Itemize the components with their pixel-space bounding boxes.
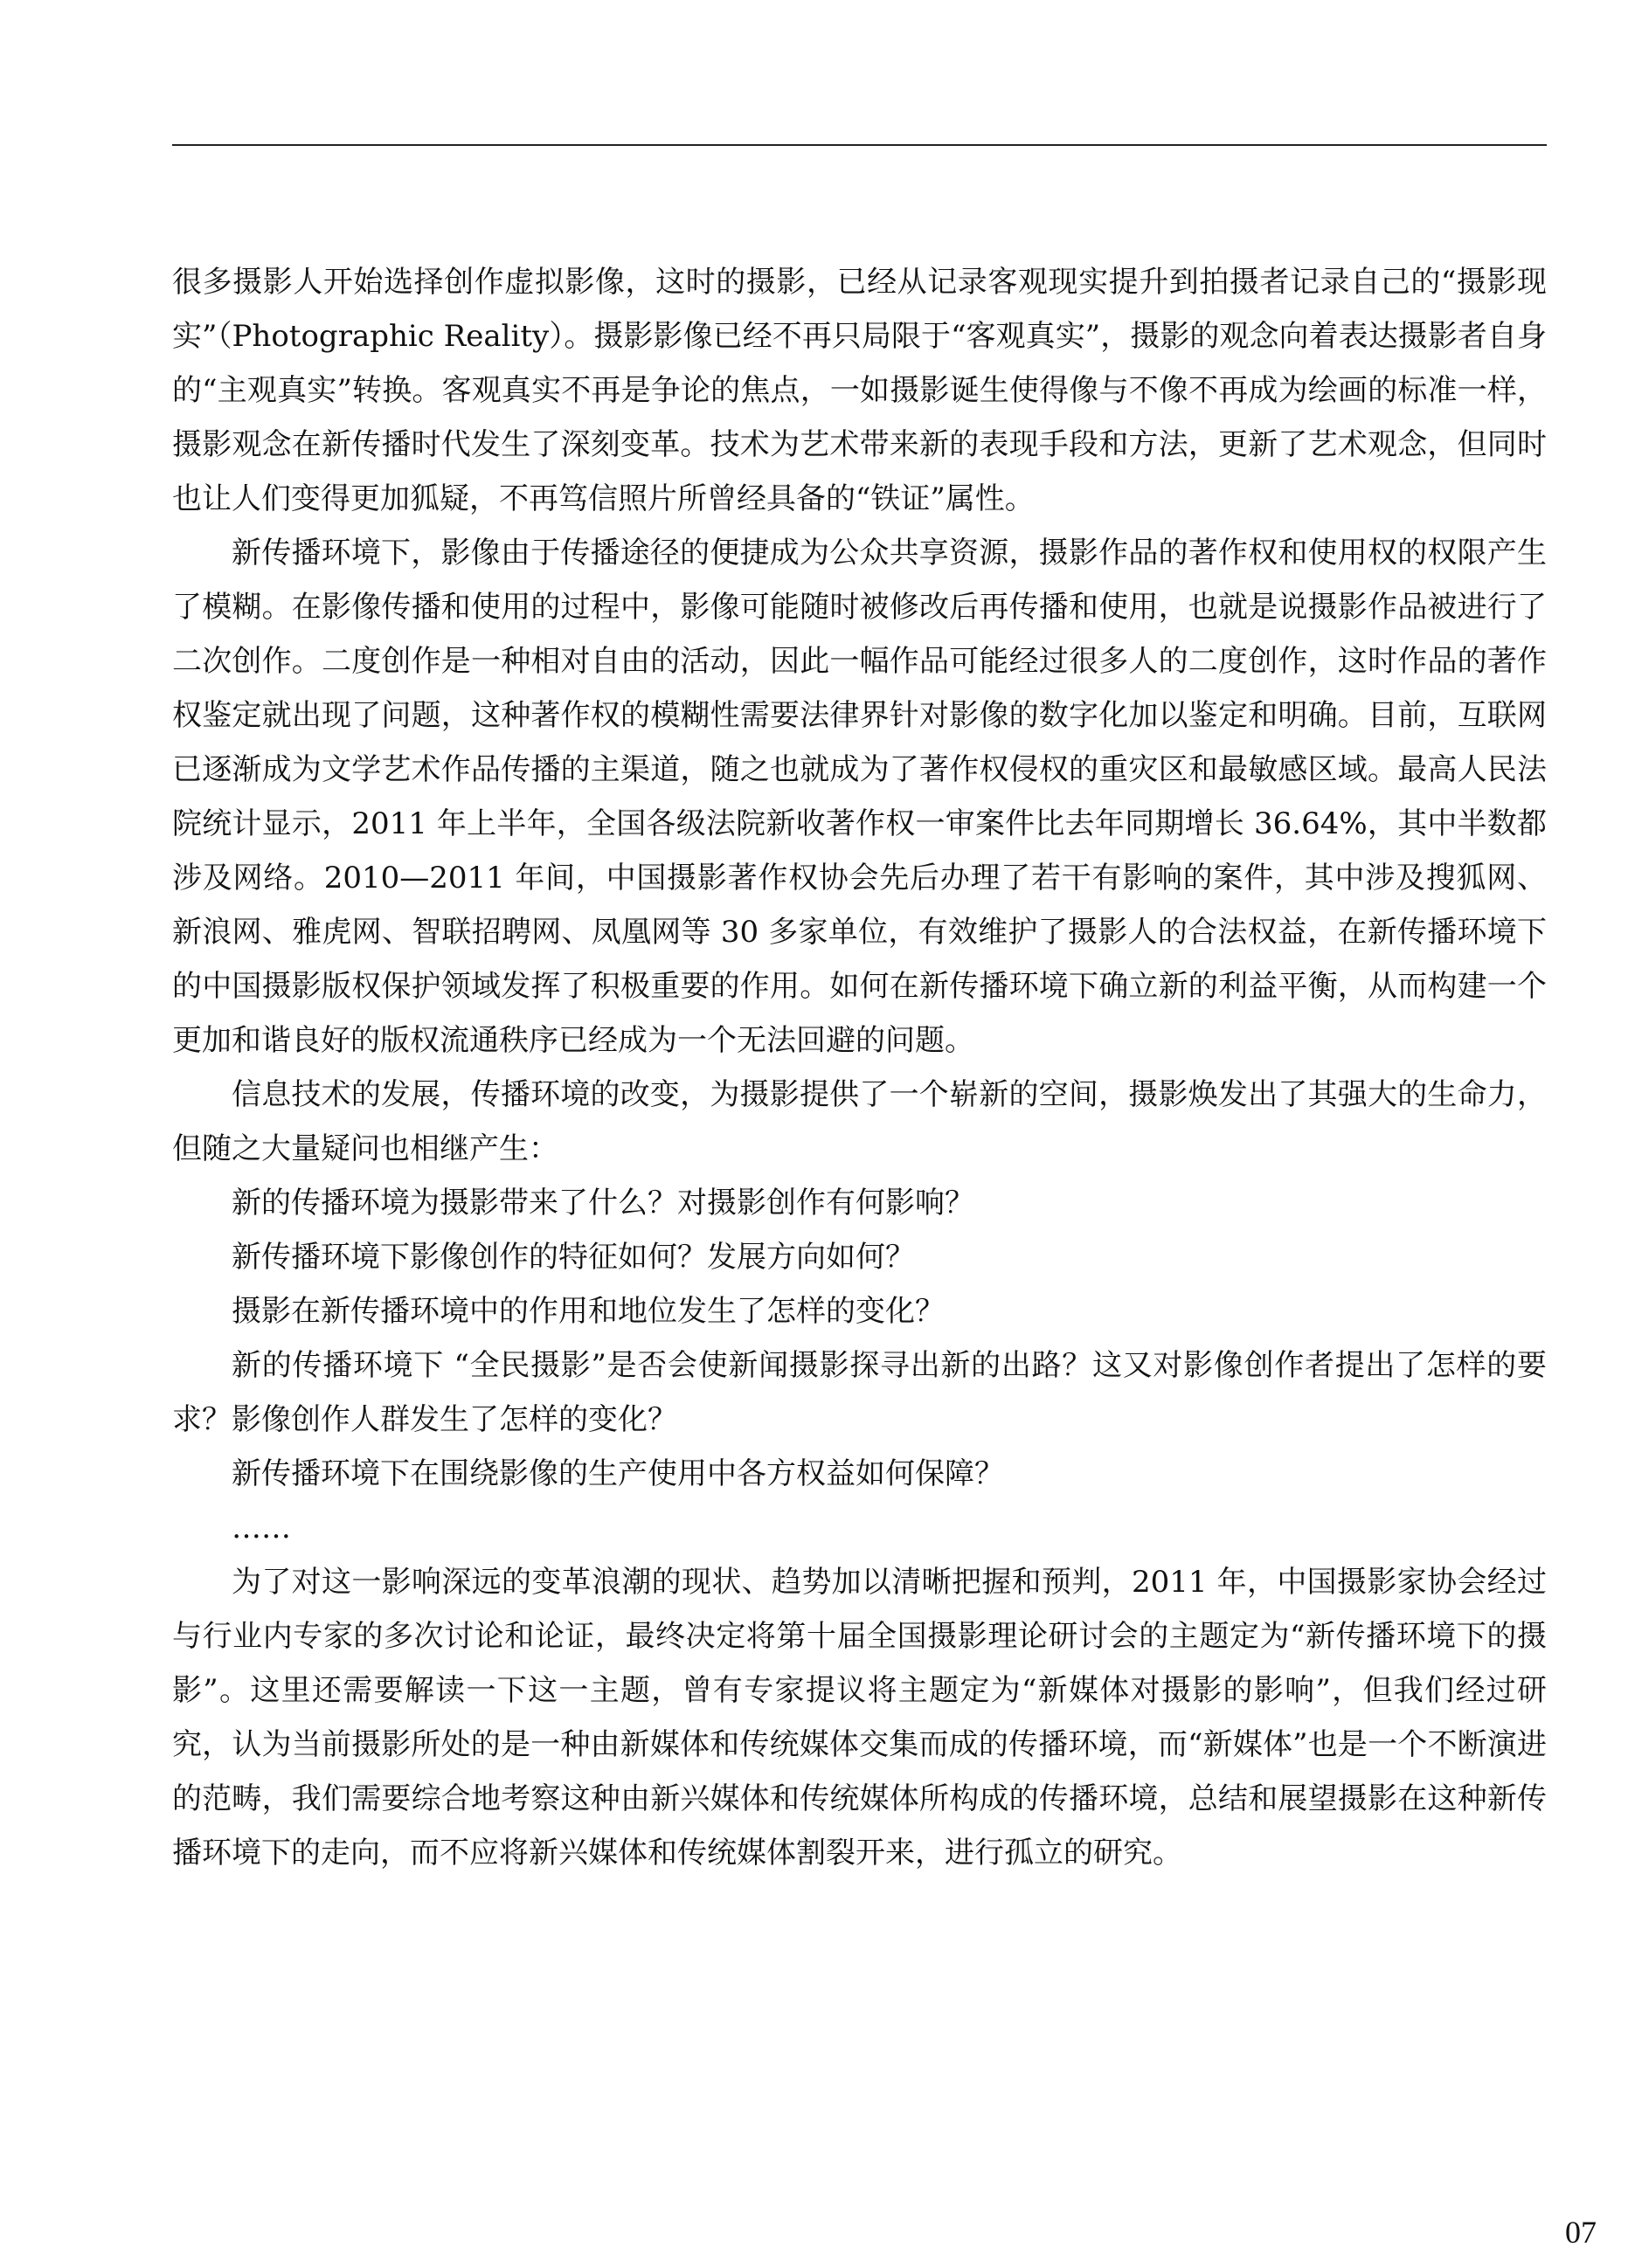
question-item: 新的传播环境为摄影带来了什么？对摄影创作有何影响？ xyxy=(232,1186,974,1220)
page-number: 07 xyxy=(1565,2215,1597,2250)
question-item: 新传播环境下在围绕影像的生产使用中各方权益如何保障？ xyxy=(232,1456,1004,1491)
question-item: 新传播环境下影像创作的特征如何？发展方向如何？ xyxy=(232,1240,915,1275)
paragraph-questions-intro: 信息技术的发展，传播环境的改变，为摄影提供了一个崭新的空间，摄影焕发出了其强大的生命力，但随之大量疑问也相继产生： xyxy=(172,1077,1547,1166)
header-rule xyxy=(172,144,1547,146)
paragraph-conference-theme: 为了对这一影响深远的变革浪潮的现状、趋势加以清晰把握和预判，2011 年，中国摄影家协会经过与行业内专家的多次讨论和论证，最终决定将第十届全国摄影理论研讨会的主题定为“新传播环境下的摄影”。这里还需要解读一下这一主题，曾有专家提议将主题定为“新媒体对摄影的影响”，但我们经过研究，认为当前摄影所处的是一种由新媒体和传统媒体交集而成的传播环境，而“新媒体”也是一个不断演进的范畴，我们需要综合地考察这种由新兴媒体和传统媒体所构成的传播环境，总结和展望摄影在这种新传播环境下的走向，而不应将新兴媒体和传统媒体割裂开来，进行孤立的研究。 xyxy=(172,1565,1547,1870)
paragraph-copyright: 新传播环境下，影像由于传播途径的便捷成为公众共享资源，摄影作品的著作权和使用权的权限产生了模糊。在影像传播和使用的过程中，影像可能随时被修改后再传播和使用，也就是说摄影作品被进行了二次创作。二度创作是一种相对自由的活动，因此一幅作品可能经过很多人的二度创作，这时作品的著作权鉴定就出现了问题，这种著作权的模糊性需要法律界针对影像的数字化加以鉴定和明确。目前，互联网已逐渐成为文学艺术作品传播的主渠道，随之也就成为了著作权侵权的重灾区和最敏感区域。最高人民法院统计显示，2011 年上半年，全国各级法院新收著作权一审案件比去年同期增长 36.64%，其中半数都涉及网络。2010—2011 年间，中国摄影著作权协会先后办理了若干有影响的案件，其中涉及搜狐网、新浪网、雅虎网、智联招聘网、凤凰网等 30 多家单位，有效维护了摄影人的合法权益，在新传播环境下的中国摄影版权保护领域发挥了积极重要的作用。如何在新传播环境下确立新的利益平衡，从而构建一个更加和谐良好的版权流通秩序已经成为一个无法回避的问题。 xyxy=(172,536,1548,1058)
paragraph-continuation: 很多摄影人开始选择创作虚拟影像，这时的摄影，已经从记录客观现实提升到拍摄者记录自己的“摄影现实”（Photographic Reality）。摄影影像已经不再只局限于“客观真实”，摄影的观念向着表达摄影者自身的“主观真实”转换。客观真实不再是争论的焦点，一如摄影诞生使得像与不像不再成为绘画的标准一样，摄影观念在新传播时代发生了深刻变革。技术为艺术带来新的表现手段和方法，更新了艺术观念，但同时也让人们变得更加狐疑，不再笃信照片所曾经具备的“铁证”属性。 xyxy=(172,265,1547,516)
question-item: 摄影在新传播环境中的作用和地位发生了怎样的变化？ xyxy=(232,1294,945,1329)
ellipsis: …… xyxy=(232,1511,291,1545)
body-text xyxy=(172,255,1547,1880)
question-item: 新的传播环境下 “全民摄影”是否会使新闻摄影探寻出新的出路？这又对影像创作者提出了怎样的要求？影像创作人群发生了怎样的变化？ xyxy=(172,1348,1547,1437)
